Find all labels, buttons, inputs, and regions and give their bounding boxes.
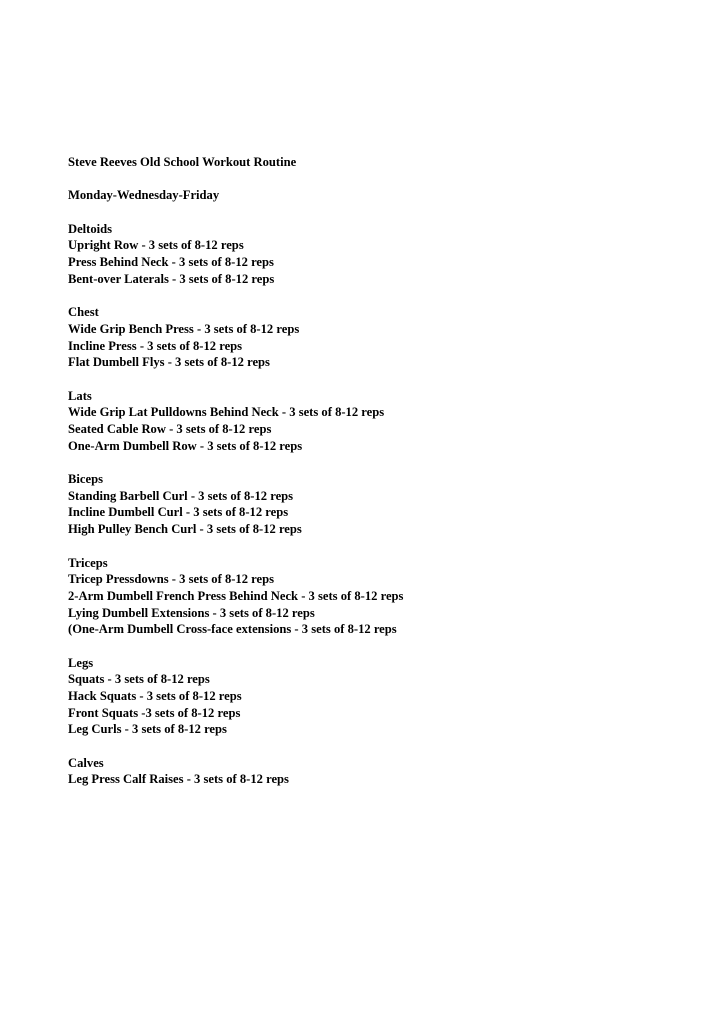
exercise-item: Wide Grip Lat Pulldowns Behind Neck - 3 sets of 8-12 reps — [68, 405, 385, 420]
exercise-item: Front Squats -3 sets of 8-12 reps — [68, 705, 241, 720]
exercise-item: (One-Arm Dumbell Cross-face extensions - 3 sets of 8-12 reps — [68, 622, 397, 637]
section-heading: Chest — [68, 305, 99, 320]
section-heading: Deltoids — [68, 221, 113, 236]
schedule-days: Monday-Wednesday-Friday — [68, 188, 220, 203]
exercise-item: One-Arm Dumbell Row - 3 sets of 8-12 reps — [68, 438, 303, 453]
exercise-item: High Pulley Bench Curl - 3 sets of 8-12 reps — [68, 522, 302, 537]
exercise-item: Tricep Pressdowns - 3 sets of 8-12 reps — [68, 572, 275, 587]
section-triceps — [68, 555, 688, 638]
section-lats — [68, 388, 688, 455]
section-legs — [68, 655, 688, 738]
exercise-item: 2-Arm Dumbell French Press Behind Neck - 3 sets of 8-12 reps — [68, 588, 404, 603]
exercise-item: Incline Dumbell Curl - 3 sets of 8-12 reps — [68, 505, 289, 520]
title-block — [68, 154, 688, 171]
section-heading: Calves — [68, 755, 104, 770]
exercise-item: Press Behind Neck - 3 sets of 8-12 reps — [68, 255, 274, 270]
exercise-item: Wide Grip Bench Press - 3 sets of 8-12 reps — [68, 321, 300, 336]
exercise-item: Leg Press Calf Raises - 3 sets of 8-12 reps — [68, 772, 289, 787]
exercise-item: Standing Barbell Curl - 3 sets of 8-12 reps — [68, 488, 294, 503]
section-heading: Triceps — [68, 555, 108, 570]
exercise-item: Hack Squats - 3 sets of 8-12 reps — [68, 689, 242, 703]
schedule-block — [68, 187, 688, 204]
document-page — [68, 154, 688, 788]
exercise-item: Upright Row - 3 sets of 8-12 reps — [68, 238, 244, 253]
section-calves — [68, 755, 688, 788]
section-heading: Legs — [68, 655, 94, 670]
exercise-item: Squats - 3 sets of 8-12 reps — [68, 672, 210, 687]
exercise-item: Incline Press - 3 sets of 8-12 reps — [68, 338, 243, 353]
exercise-item: Bent-over Laterals - 3 sets of 8-12 reps — [68, 271, 275, 286]
document-title: Steve Reeves Old School Workout Routine — [68, 155, 297, 169]
section-heading: Lats — [68, 388, 92, 403]
section-heading: Biceps — [68, 472, 103, 487]
exercise-item: Lying Dumbell Extensions - 3 sets of 8-12 reps — [68, 605, 315, 620]
exercise-item: Seated Cable Row - 3 sets of 8-12 reps — [68, 422, 272, 436]
section-chest — [68, 304, 688, 371]
section-biceps — [68, 471, 688, 538]
exercise-item: Leg Curls - 3 sets of 8-12 reps — [68, 722, 227, 737]
exercise-item: Flat Dumbell Flys - 3 sets of 8-12 reps — [68, 355, 270, 370]
section-deltoids — [68, 221, 688, 288]
